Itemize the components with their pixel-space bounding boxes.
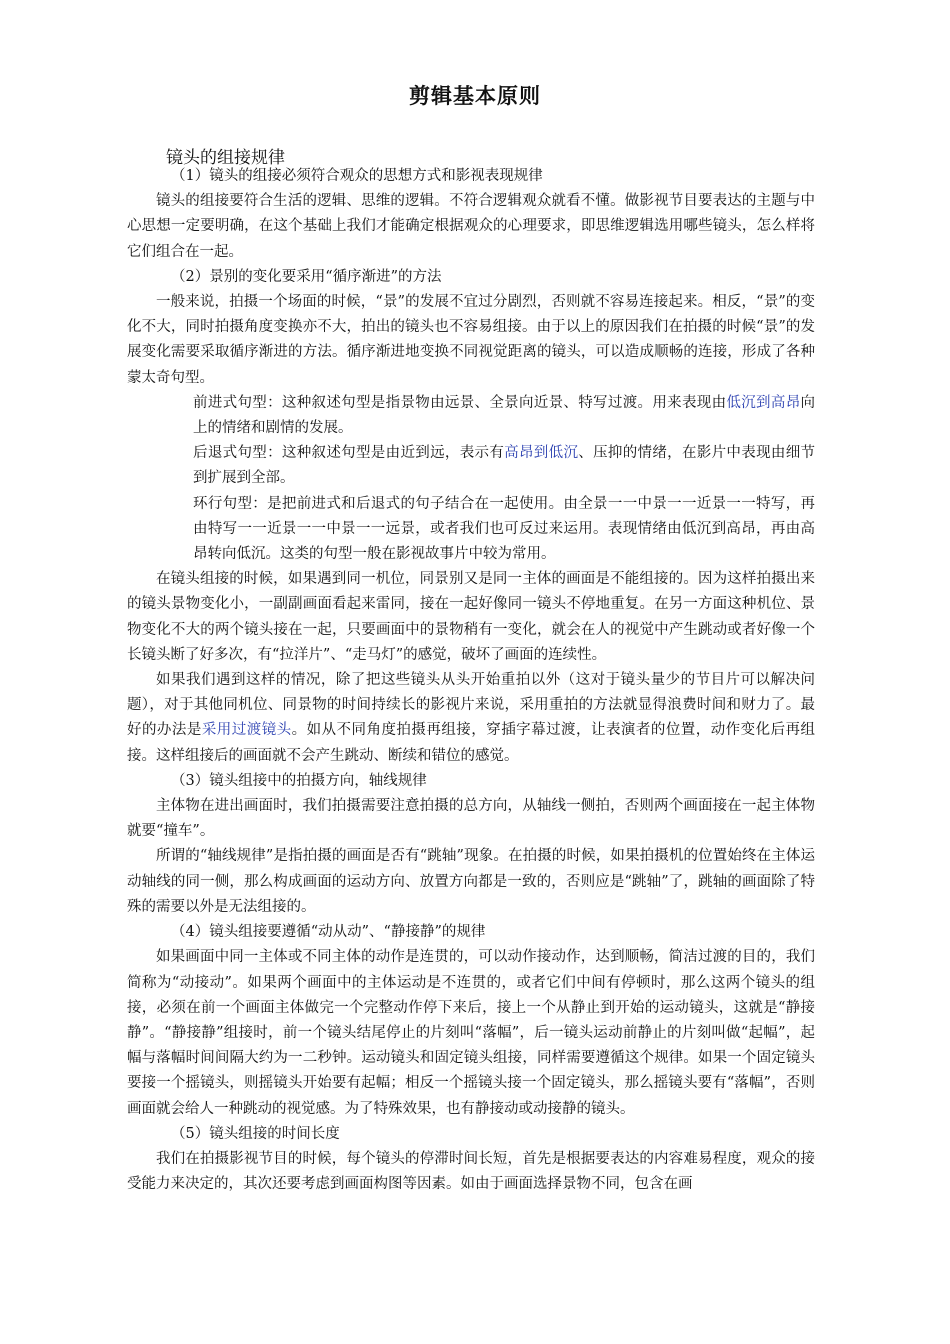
subheading: （2）景别的变化要采用“循序渐进”的方法 xyxy=(171,268,442,285)
paragraph: 一般来说，拍摄一个场面的时候，“景”的发展不宜过分剧烈，否则就不容易连接起来。相反，“景”的变化不大，同时拍摄角度变换亦不大，拍出的镜头也不容易组接。由于以上的原因我们在拍摄的时候“景”的发展变化需要采取循序渐进的方法。循序渐进地变换不同视觉距离的镜头，可以造成顺畅的连接，形成了各种蒙太奇句型。 xyxy=(127,294,815,386)
paragraph xyxy=(127,391,815,441)
inline-link[interactable]: 高昂到低沉 xyxy=(504,445,579,462)
document-title: 剪辑基本原则 xyxy=(409,84,541,108)
subheading: （1）镜头的组接必须符合观众的思想方式和影视表现规律 xyxy=(171,168,543,184)
subheading: （5）镜头组接的时间长度 xyxy=(171,1125,340,1142)
paragraph-text: 。如从不同角度拍摄再组接，穿插字幕过渡，让表演者的位置，动作变化后再组接。这样组接后的画面就不会产生跳动、断续和错位的感觉。 xyxy=(127,722,816,764)
paragraph-text: 如果我们遇到这样的情况，除了把这些镜头从头开始重拍以外（这对于镜头量少的节目片可以解决问题），对于其他同机位、同景物的时间持续长的影视片来说，采用重拍的方法就显得浪费时间和财力了。最好的办法是 xyxy=(127,672,815,739)
paragraph-text: 向上的情绪和剧情的发展。 xyxy=(193,394,816,437)
paragraph: 在镜头组接的时候，如果遇到同一机位，同景别又是同一主体的画面是不能组接的。因为这样拍摄出来的镜头景物变化小，一副副画面看起来雷同，接在一起好像同一镜头不停地重复。在另一方面这种机位、景物变化不大的两个镜头接在一起，只要画面中的景物稍有一变化，就会在人的视觉中产生跳动或者好像一个长镜头断了好多次，有“拉洋片”、“走马灯”的感觉，破坏了画面的连续性。 xyxy=(127,571,815,663)
inline-link[interactable]: 低沉到高昂 xyxy=(726,394,801,411)
paragraph: 镜头的组接要符合生活的逻辑、思维的逻辑。不符合逻辑观众就看不懂。做影视节目要表达的主题与中心思想一定要明确，在这个基础上我们才能确定根据观众的心理要求，即思维逻辑选用哪些镜头，怎么样将它们组合在一起。 xyxy=(127,193,815,260)
subheading: （3）镜头组接中的拍摄方向，轴线规律 xyxy=(171,772,427,789)
section-heading: 镜头的组接规律 xyxy=(166,148,285,168)
paragraph: 环行句型：是把前进式和后退式的句子结合在一起使用。由全景一一中景一一近景一一特写，再由特写一一近景一一中景一一远景，或者我们也可反过来运用。表现情绪由低沉到高昂，再由高昂转向低沉。这类的句型一般在影视故事片中较为常用。 xyxy=(193,495,815,563)
paragraph: 所谓的“轴线规律”是指拍摄的画面是否有“跳轴”现象。在拍摄的时候，如果拍摄机的位置始终在主体运动轴线的同一侧，那么构成画面的运动方向、放置方向都是一致的，否则应是“跳轴”了，跳轴的画面除了特殊的需要以外是无法组接的。 xyxy=(127,848,815,915)
subheading: （4）镜头组接要遵循“动从动”、“静接静”的规律 xyxy=(171,924,486,941)
document-body xyxy=(127,164,815,1197)
paragraph xyxy=(127,441,815,491)
paragraph-text: 后退式句型：这种叙述句型是由近到远，表示有 xyxy=(193,445,505,462)
paragraph-text: 、压抑的情绪，在影片中表现由细节到扩展到全部。 xyxy=(193,445,816,487)
paragraph: 主体物在进出画面时，我们拍摄需要注意拍摄的总方向，从轴线一侧拍，否则两个画面接在一起主体物就要“撞车”。 xyxy=(127,798,815,840)
paragraph xyxy=(127,668,815,769)
paragraph-text: 前进式句型：这种叙述句型是指景物由远景、全景向近景、特写过渡。用来表现由 xyxy=(193,394,727,411)
paragraph: 如果画面中同一主体或不同主体的动作是连贯的，可以动作接动作，达到顺畅，简洁过渡的目的，我们简称为“动接动”。如果两个画面中的主体运动是不连贯的，或者它们中间有停顿时，那么这两个镜头的组接，必须在前一个画面主体做完一个完整动作停下来后，接上一个从静止到开始的运动镜头，这就是“静接静”。“静接静”组接时，前一个镜头结尾停止的片刻叫“落幅”，后一镜头运动前静止的片刻叫做“起幅”，起幅与落幅时间间隔大约为一二秒钟。运动镜头和固定镜头组接，同样需要遵循这个规律。如果一个固定镜头要接一个摇镜头，则摇镜头开始要有起幅；相反一个摇镜头接一个固定镜头，那么摇镜头要有“落幅”，否则画面就会给人一种跳动的视觉感。为了特殊效果，也有静接动或动接静的镜头。 xyxy=(127,949,815,1117)
paragraph: 我们在拍摄影视节目的时候，每个镜头的停滞时间长短，首先是根据要表达的内容难易程度，观众的接受能力来决定的，其次还要考虑到画面构图等因素。如由于画面选择景物不同，包含在画 xyxy=(127,1150,815,1193)
inline-link[interactable]: 采用过渡镜头 xyxy=(201,722,292,739)
